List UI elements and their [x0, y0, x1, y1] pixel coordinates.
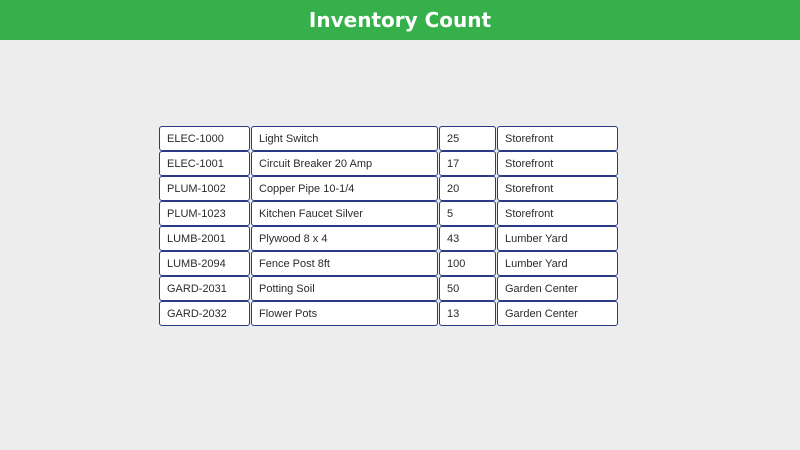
table-row	[159, 226, 618, 251]
table-row	[159, 201, 618, 226]
sku-field[interactable]: PLUM-1023	[159, 201, 250, 226]
quantity-field[interactable]: 43	[439, 226, 496, 251]
item-name-field[interactable]: Light Switch	[251, 126, 438, 151]
sku-field[interactable]: PLUM-1002	[159, 176, 250, 201]
quantity-field[interactable]: 20	[439, 176, 496, 201]
sku-field[interactable]: ELEC-1001	[159, 151, 250, 176]
table-row	[159, 176, 618, 201]
item-name-field[interactable]: Copper Pipe 10-1/4	[251, 176, 438, 201]
location-field[interactable]: Lumber Yard	[497, 226, 618, 251]
quantity-field[interactable]: 100	[439, 251, 496, 276]
location-field[interactable]: Storefront	[497, 151, 618, 176]
sku-field[interactable]: ELEC-1000	[159, 126, 250, 151]
location-field[interactable]: Storefront	[497, 126, 618, 151]
item-name-field[interactable]: Flower Pots	[251, 301, 438, 326]
location-field[interactable]: Garden Center	[497, 301, 618, 326]
location-field[interactable]: Lumber Yard	[497, 251, 618, 276]
item-name-field[interactable]: Plywood 8 x 4	[251, 226, 438, 251]
sku-field[interactable]: GARD-2031	[159, 276, 250, 301]
table-row	[159, 126, 618, 151]
item-name-field[interactable]: Fence Post 8ft	[251, 251, 438, 276]
table-row	[159, 251, 618, 276]
quantity-field[interactable]: 13	[439, 301, 496, 326]
location-field[interactable]: Storefront	[497, 201, 618, 226]
app-header	[0, 0, 800, 40]
table-row	[159, 276, 618, 301]
quantity-field[interactable]: 25	[439, 126, 496, 151]
table-row	[159, 301, 618, 326]
sku-field[interactable]: LUMB-2001	[159, 226, 250, 251]
item-name-field[interactable]: Kitchen Faucet Silver	[251, 201, 438, 226]
item-name-field[interactable]: Circuit Breaker 20 Amp	[251, 151, 438, 176]
quantity-field[interactable]: 17	[439, 151, 496, 176]
table-row	[159, 151, 618, 176]
item-name-field[interactable]: Potting Soil	[251, 276, 438, 301]
location-field[interactable]: Storefront	[497, 176, 618, 201]
quantity-field[interactable]: 5	[439, 201, 496, 226]
page-title: Inventory Count	[308, 8, 492, 32]
sku-field[interactable]: GARD-2032	[159, 301, 250, 326]
quantity-field[interactable]: 50	[439, 276, 496, 301]
sku-field[interactable]: LUMB-2094	[159, 251, 250, 276]
location-field[interactable]: Garden Center	[497, 276, 618, 301]
inventory-grid	[159, 126, 618, 326]
